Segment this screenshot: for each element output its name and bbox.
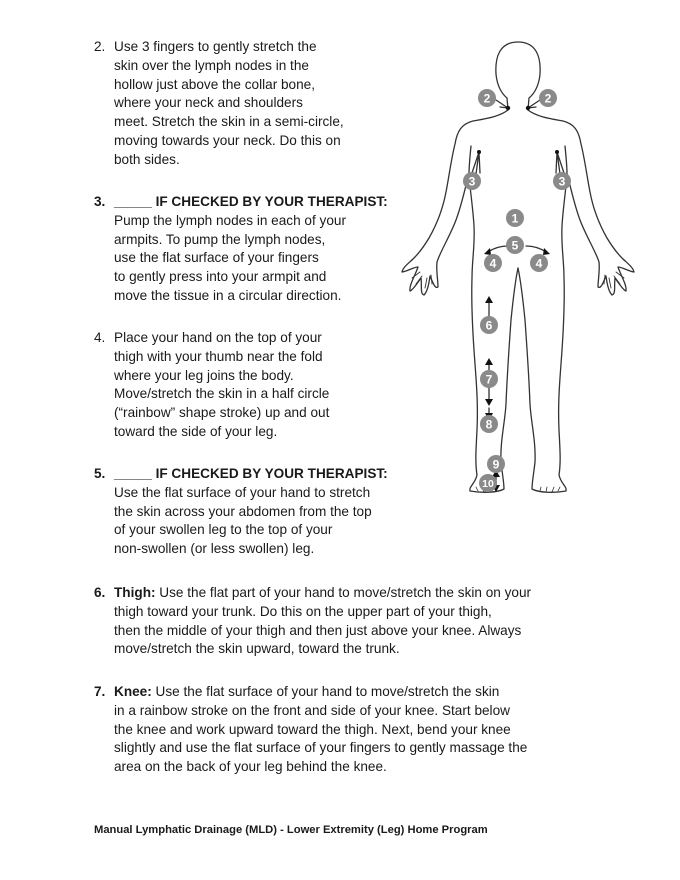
marker-7 [480,370,498,388]
marker-5 [506,236,524,254]
marker-8 [480,415,498,433]
step-text-line: move the tissue in a circular direction. [114,287,342,303]
step-text-line: the knee and work upward toward the thigh. Next, bend your knee [114,721,511,737]
step-number: 5. [94,466,106,481]
marker-4-left [484,254,502,272]
step-text-line: use the flat surface of your fingers [114,250,319,266]
toe-lines-right [540,487,560,492]
svg-text:1: 1 [511,211,519,226]
node-dot [506,106,510,110]
step-text-line: area on the back of your leg behind the knee. [114,759,387,775]
step-number: 2. [94,39,106,54]
step-text-line: Use 3 fingers to gently stretch the [114,39,317,54]
marker-2-left [478,89,496,107]
arrow-5-left [488,246,508,252]
step-text-line: armpits. To pump the lymph nodes, [114,231,326,247]
inner-arm-right [565,146,567,174]
step-7 [94,683,594,777]
step-5 [94,465,414,559]
marker-4-right [530,254,548,272]
step-lead: Thigh: [114,585,156,600]
step-6 [94,584,594,659]
armpit-line-left [472,152,480,174]
step-text-line: (“rainbow” shape stroke) up and out [114,405,330,421]
arrowhead [484,248,491,255]
step-2 [94,38,394,170]
step-lead: Knee: [114,684,152,699]
arrowhead [543,248,550,255]
arrowhead [485,399,493,406]
step-text-line: toward the side of your leg. [114,423,278,439]
step-text-line: of your swollen leg to the top of your [114,522,333,538]
step-text-line: thigh with your thumb near the fold [114,348,323,364]
step-text-line: Knee: Use the flat surface of your hand to move/stretch the skin [114,684,500,699]
step-number: 4. [94,330,106,345]
step-heading: _____ IF CHECKED BY YOUR THERAPIST: [114,466,388,481]
step-text-line: Thigh: Use the flat part of your hand to move/stretch the skin on your [114,585,532,600]
step-text-line: to gently press into your armpit and [114,269,327,285]
step-number: 3. [94,194,106,209]
step-text-line: Pump the lymph nodes in each of your [114,212,346,228]
inner-arm-left [469,146,471,174]
step-text-line: Place your hand on the top of your [114,330,322,345]
head-outline [496,42,540,110]
step-text-line: then the middle of your thigh and then just above your knee. Always [114,622,522,638]
arrowhead [485,358,493,365]
svg-text:9: 9 [492,457,500,472]
step-number: 7. [94,684,106,699]
svg-text:4: 4 [535,256,543,271]
step-text-line: meet. Stretch the skin in a semi-circle, [114,114,344,130]
marker-6 [480,316,498,334]
step-text-line: in a rainbow stroke on the front and side of your knee. Start below [114,702,510,718]
arrow-5-right [526,246,546,252]
marker-9 [487,455,505,473]
svg-text:2: 2 [483,91,491,106]
step-heading: _____ IF CHECKED BY YOUR THERAPIST: [114,194,388,209]
marker-1 [506,209,524,227]
marker-3-left [463,172,481,190]
marker-10 [479,474,497,492]
svg-text:2: 2 [544,91,552,106]
step-text-line: both sides. [114,151,180,167]
body-diagram [398,38,638,500]
armpit-line-right [556,152,564,174]
marker-3-right [553,172,571,190]
svg-text:6: 6 [485,318,493,333]
step-text-line: hollow just above the collar bone, [114,76,316,92]
svg-text:10: 10 [482,478,494,490]
svg-text:3: 3 [468,174,476,189]
marker-2-right [539,89,557,107]
svg-text:5: 5 [511,238,519,253]
step-text-line: non-swollen (or less swollen) leg. [114,541,315,557]
step-text-line: move/stretch the skin upward, toward the trunk. [114,641,400,657]
step-text-line: Move/stretch the skin in a half circle [114,386,330,402]
body-outline-right [518,110,634,492]
body-outline-left [402,110,518,492]
step-text-line: Use the flat surface of your hand to stretch [114,484,371,500]
step-text-line: thigh toward your trunk. Do this on the upper part of your thigh, [114,603,492,619]
step-text-line: moving towards your neck. Do this on [114,132,341,148]
step-text-line: where your neck and shoulders [114,95,303,111]
node-dot [526,106,530,110]
step-4 [94,329,394,442]
step-number: 6. [94,585,106,600]
arrowhead [485,296,493,303]
step-text-line: skin over the lymph nodes in the [114,57,309,73]
step-text-line: where your leg joins the body. [114,367,294,383]
node-dot [477,150,481,154]
svg-text:7: 7 [485,372,493,387]
page-footer: Manual Lymphatic Drainage (MLD) - Lower Extremity (Leg) Home Program [94,824,488,836]
svg-text:4: 4 [489,256,497,271]
node-dot [555,150,559,154]
step-text-line: slightly and use the flat surface of your fingers to gently massage the [114,740,528,756]
svg-text:3: 3 [558,174,566,189]
step-text-line: the skin across your abdomen from the top [114,503,372,519]
svg-text:8: 8 [485,417,493,432]
step-3 [94,193,404,306]
